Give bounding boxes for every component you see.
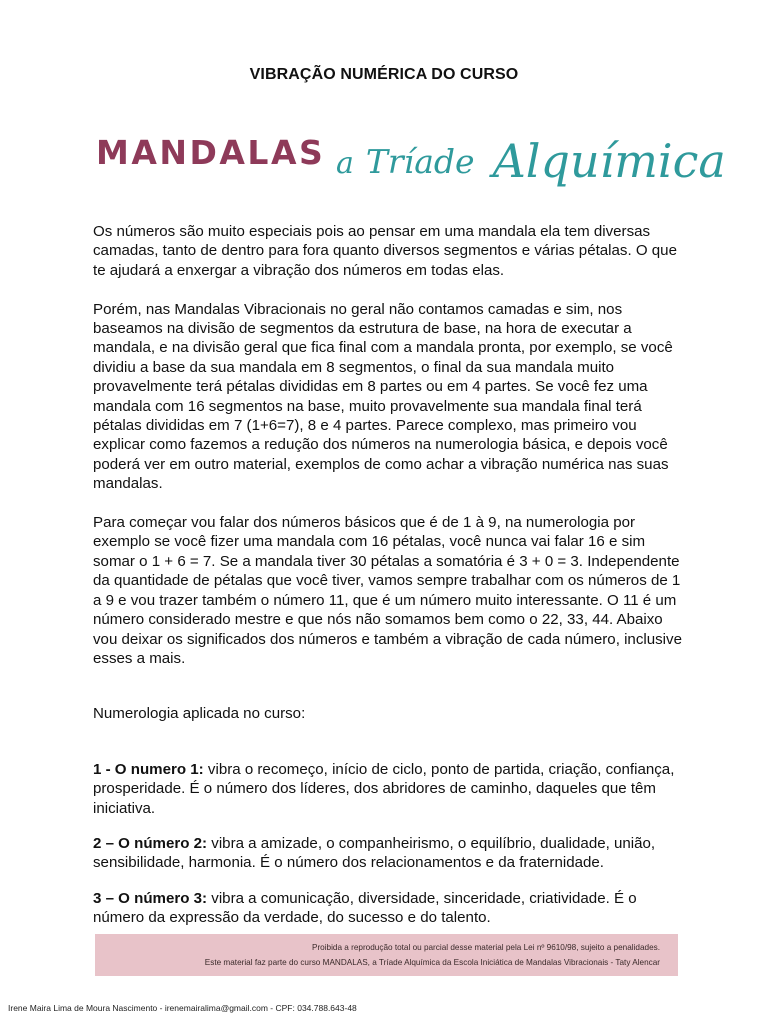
number-heading: 1 - O numero 1: — [93, 760, 204, 778]
owner-watermark: Irene Maira Lima de Moura Nascimento - irenemairalima@gmail.com - CPF: 034.788.643-48 — [8, 1003, 357, 1013]
segments-paragraph: Porém, nas Mandalas Vibracionais no geral não contamos camadas e sim, nos baseamos na divisão de segmentos da estrutura de base, na hora de executar a mandala, e na divisão geral que fica final com a mandala pronta, por exemplo, se você dividiu a base da sua mandala em 8 segmentos, o final da sua mandala muito provavelmente terá pétalas divididas em 8 partes ou em 4 partes. Se você fez uma mandala com 16 segmentos na base, muito provavelmente sua mandala final terá pétalas divididas em 7 (1+6=7), 8 e 4 partes. Parece complexo, mas primeiro vou explicar como fazemos a redução dos números na numerologia básica, e depois você poderá ver em outro material, exemplos de como achar a vibração numérica nas suas mandalas. — [93, 300, 673, 493]
course-credit-line: Este material faz parte do curso MANDALAS, a Tríade Alquímica da Escola Iniciática de Mandalas Vibracionais - Taty Alencar — [204, 958, 660, 967]
logo-script-alquimica: Alquímica — [492, 134, 726, 188]
section-label: Numerologia aplicada no curso: — [93, 705, 306, 723]
numbers-list — [93, 760, 683, 928]
number-text: vibra a amizade, o companheirismo, o equilíbrio, dualidade, união, sensibilidade, harmonia. É o número dos relacionamentos e da fraternidade. — [93, 834, 656, 872]
copyright-notice — [95, 934, 678, 976]
course-logo — [94, 118, 726, 198]
basic-numbers-paragraph: Para começar vou falar dos números básicos que é de 1 à 9, na numerologia por exemplo se você fizer uma mandala com 16 pétalas, você nunca vai falar 16 e sim somar o 1 + 6 = 7. Se a mandala tiver 30 pétalas a somatória é 3 + 0 = 3. Independente da quantidade de pétalas que você tiver, vamos sempre trabalhar com os números de 1 a 9 e vou trazer também o número 11, que é um número muito interessante. O 11 é um número considerado mestre e que nós não somamos bem como o 22, 33, 44. Abaixo vou deixar os significados dos números e também a vibração de cada número, inclusive esses a mais. — [93, 514, 682, 667]
logo-script-a: a — [336, 146, 354, 181]
number-heading: 3 – O número 3: — [93, 889, 208, 907]
number-item — [93, 889, 683, 928]
logo-word: MANDALAS — [96, 133, 326, 172]
number-heading: 2 – O número 2: — [93, 834, 208, 852]
logo-script-triade: Tríade — [365, 142, 475, 181]
number-text: vibra a comunicação, diversidade, sinceridade, criatividade. É o número da expressão da verdade, do sucesso e do talento. — [93, 889, 637, 927]
logo-script — [336, 130, 726, 188]
number-text: vibra o recomeço, início de ciclo, ponto de partida, criação, confiança, prosperidade. É o número dos líderes, dos abridores de caminho, daqueles que têm iniciativa. — [93, 760, 675, 817]
page-title: VIBRAÇÃO NUMÉRICA DO CURSO — [249, 66, 519, 83]
intro-paragraph: Os números são muito especiais pois ao pensar em uma mandala ela tem diversas camadas, tanto de dentro para fora quanto diversos segmentos e várias pétalas. O que te ajudará a enxergar a vibração dos números em todas elas. — [93, 223, 677, 279]
number-item — [93, 834, 683, 873]
number-item — [93, 760, 683, 818]
document-body — [93, 222, 683, 944]
copyright-line: Proibida a reprodução total ou parcial desse material pela Lei nº 9610/98, sujeito a penalidades. — [311, 943, 660, 952]
